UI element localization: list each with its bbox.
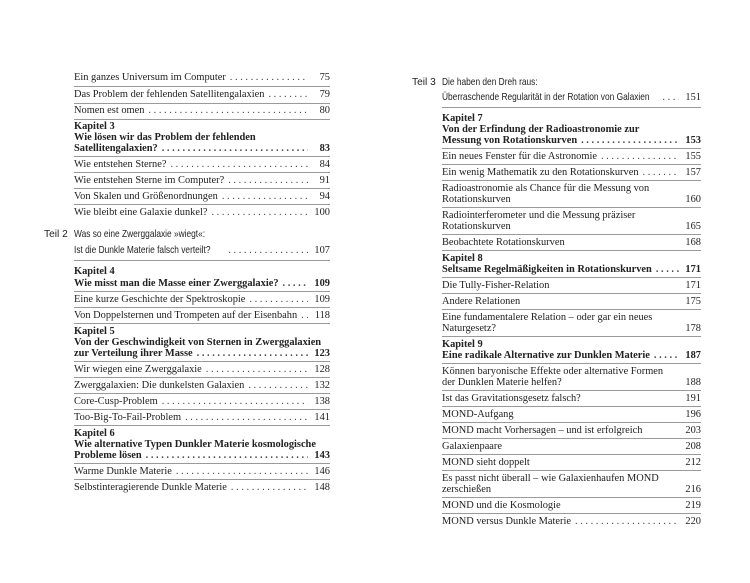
toc-entry[interactable] [74,105,330,117]
chapter-title-line[interactable]: zur Verteilung ihrer Masse . . . 123 [74,348,330,360]
divider [442,454,701,455]
divider [442,309,701,310]
toc-entry[interactable]: Too-Big-To-Fail-Problem . . . 141 [74,412,330,424]
toc-entry[interactable]: Andere Relationen 175 [442,296,701,307]
chapter-label: Kapitel 3 [74,121,115,132]
divider [74,291,330,292]
divider [74,377,330,378]
toc-entry[interactable]: Selbstinteragierende Dunkle Materie . . . 148 [74,482,330,494]
toc-entry[interactable] [74,72,330,84]
toc-entry-page: 75 [319,72,330,83]
toc-entry[interactable]: Zwerggalaxien: Die dunkelsten Galaxien . . . 132 [74,380,330,392]
divider [74,188,330,189]
toc-entry[interactable]: Beobachtete Rotationskurven 168 [442,237,701,248]
toc-entry[interactable]: Von Skalen und Größenordnungen . . . 94 [74,191,330,203]
part-page: 107 [314,245,330,256]
chapter-title[interactable]: Von der Erfindung der Radioastronomie zur [442,124,640,135]
toc-entry-page: 79 [319,89,330,100]
toc-entry[interactable] [74,89,330,101]
chapter-title-line[interactable]: Messung von Rotationskurven . . . 153 [442,135,701,147]
chapter-label: Kapitel 8 [442,253,483,264]
part-label: Teil 2 [44,229,68,240]
toc-entry[interactable]: MOND sieht doppelt 212 [442,457,701,468]
chapter-label: Kapitel 6 [74,428,115,439]
divider [442,180,701,181]
part-title[interactable]: Was so eine Zwerggalaxie »wiegt«: [74,229,206,240]
divider [74,361,330,362]
toc-entry[interactable]: Wie entstehen Sterne? . . . 84 [74,159,330,171]
toc-entry[interactable]: Ein neues Fenster für die Astronomie . . . 155 [442,151,701,163]
divider [74,393,330,394]
chapter-title-line[interactable]: Seltsame Regelmäßigkeiten in Rotationskurven . . . 171 [442,264,701,276]
divider [74,260,330,261]
divider [442,336,701,337]
toc-entry[interactable]: Wie entstehen Sterne im Computer? . . . 91 [74,175,330,187]
divider [442,470,701,471]
divider [442,406,701,407]
toc-entry[interactable]: Naturgesetz? 178 [442,323,701,334]
toc-entry[interactable]: Galaxienpaare 208 [442,441,701,452]
toc-entry-title: Das Problem der fehlenden Satellitengalaxien [74,89,265,100]
divider [442,164,701,165]
divider [442,148,701,149]
toc-entry-page: 80 [319,105,330,116]
divider [442,250,701,251]
divider [442,293,701,294]
chapter-label: Kapitel 7 [442,113,483,124]
divider [442,422,701,423]
part-page-line [442,92,701,104]
divider [442,363,701,364]
chapter-label: Kapitel 4 [74,266,115,277]
chapter-title[interactable]: Wie lösen wir das Problem der fehlenden [74,132,256,143]
toc-entry[interactable]: Die Tully-Fisher-Relation 171 [442,280,701,291]
toc-entry-title[interactable]: Radiointerferometer und die Messung präziser [442,210,636,221]
part-label: Teil 3 [412,77,436,88]
divider [442,438,701,439]
toc-entry[interactable]: MOND macht Vorhersagen – und ist erfolgreich 203 [442,425,701,436]
divider [74,425,330,426]
divider [74,172,330,173]
divider [74,119,330,120]
toc-entry[interactable]: Rotationskurven 160 [442,194,701,205]
divider [74,409,330,410]
toc-entry-title[interactable]: Radioastronomie als Chance für die Messung von [442,183,650,194]
toc-entry-title: Nomen est omen [74,105,145,116]
toc-entry[interactable]: MOND-Aufgang 196 [442,409,701,420]
divider [442,234,701,235]
toc-entry-title[interactable]: Es passt nicht überall – wie Galaxienhaufen MOND [442,473,659,484]
chapter-title-line[interactable]: Satellitengalaxien? . . . 83 [74,143,330,155]
toc-entry[interactable]: der Dunklen Materie helfen? 188 [442,377,701,388]
divider [442,497,701,498]
toc-entry[interactable]: Wir wiegen eine Zwerggalaxie . . . 128 [74,364,330,376]
part-title[interactable]: Die haben den Dreh raus: [442,77,538,88]
chapter-page: 83 [319,143,330,154]
divider [74,204,330,205]
part-title-line2[interactable]: Überraschende Regularität in der Rotation von Galaxien [442,92,650,103]
chapter-label: Kapitel 5 [74,326,115,337]
toc-entry[interactable]: Ist das Gravitationsgesetz falsch? 191 [442,393,701,404]
chapter-title[interactable]: Wie alternative Typen Dunkler Materie kosmologische [74,439,316,450]
part-page: 151 [685,92,701,103]
toc-entry[interactable]: zerschießen 216 [442,484,701,495]
toc-entry[interactable]: Wie bleibt eine Galaxie dunkel? . . . 100 [74,207,330,219]
toc-entry[interactable]: Eine kurze Geschichte der Spektroskopie . . . 109 [74,294,330,306]
divider [442,107,701,108]
part-page-line [74,245,330,257]
divider [442,390,701,391]
divider [74,156,330,157]
divider [74,463,330,464]
toc-entry-title[interactable]: Eine fundamentalere Relation – oder gar ein neues [442,312,653,323]
toc-entry-title: Ein ganzes Universum im Computer [74,72,226,83]
divider [442,207,701,208]
divider [74,307,330,308]
divider [74,103,330,104]
toc-entry[interactable]: Ein wenig Mathematik zu den Rotationskurven . . . 157 [442,167,701,179]
chapter-title-line[interactable]: Eine radikale Alternative zur Dunklen Materie . . . 187 [442,350,701,362]
toc-entry[interactable]: Von Doppelsternen und Trompeten auf der Eisenbahn . . . 118 [74,310,330,322]
toc-entry[interactable]: MOND versus Dunkle Materie . . . 220 [442,516,701,528]
divider [74,323,330,324]
toc-entry[interactable]: Warme Dunkle Materie . . . 146 [74,466,330,478]
divider [442,277,701,278]
chapter-title-line[interactable]: Wie misst man die Masse einer Zwerggalaxie? . . . 109 [74,278,330,290]
toc-entry[interactable]: Core-Cusp-Problem . . . 138 [74,396,330,408]
part-title-line2[interactable]: Ist die Dunkle Materie falsch verteilt? [74,245,211,256]
chapter-label: Kapitel 9 [442,339,483,350]
divider [74,479,330,480]
divider [74,86,330,87]
divider [442,513,701,514]
toc-entry[interactable]: Rotationskurven 165 [442,221,701,232]
chapter-title-line[interactable]: Probleme lösen . . . 143 [74,450,330,462]
toc-entry[interactable]: MOND und die Kosmologie 219 [442,500,701,511]
chapter-title[interactable]: Von der Geschwindigkeit von Sternen in Zwerggalaxien [74,337,322,348]
toc-entry-title[interactable]: Können baryonische Effekte oder alternative Formen [442,366,664,377]
